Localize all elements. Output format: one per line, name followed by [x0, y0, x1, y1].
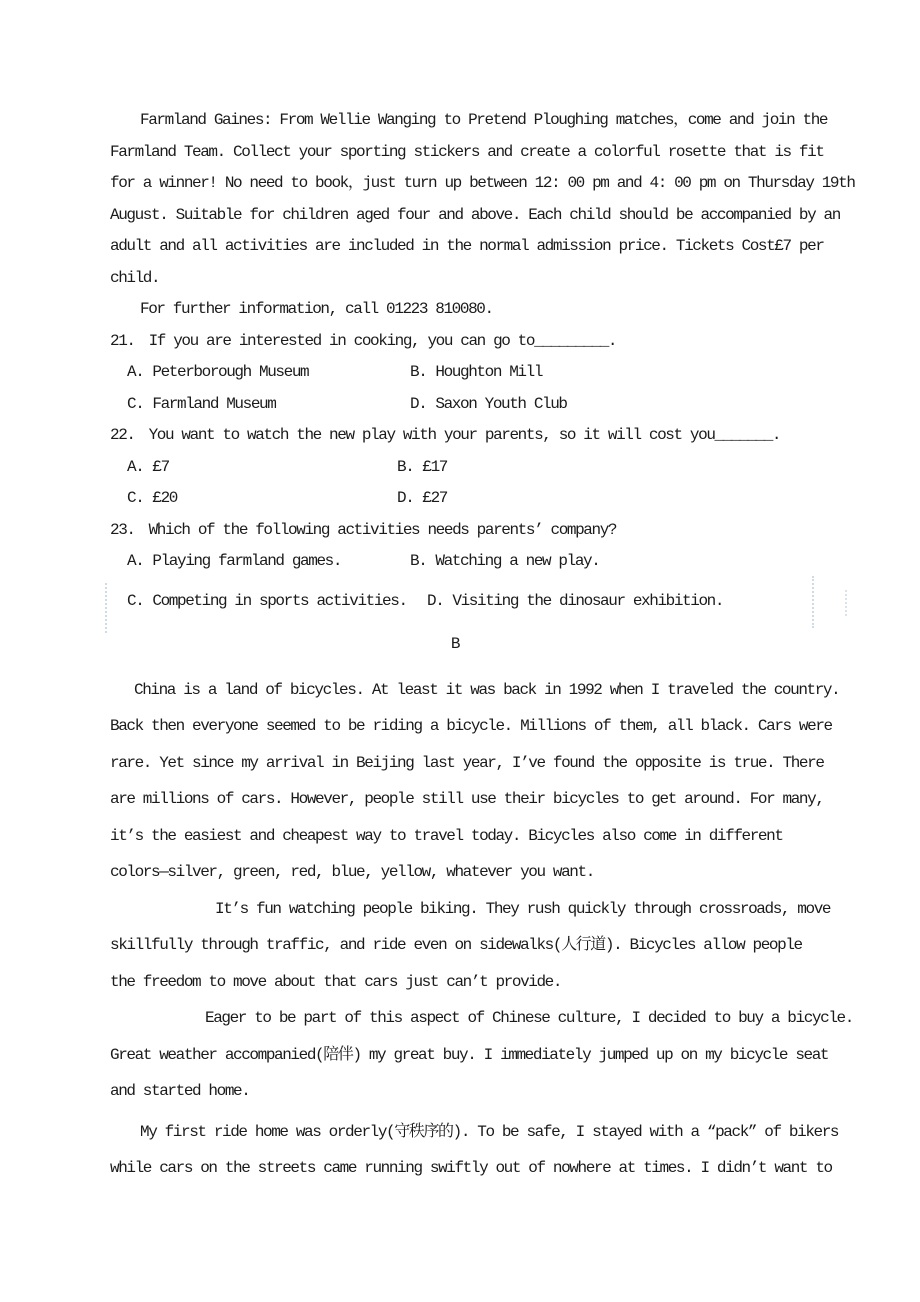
option-text: Competing in sports activities.	[152, 591, 407, 610]
option-label: D.	[410, 394, 427, 413]
passage-b-paragraph-1	[110, 672, 870, 891]
option-b	[410, 546, 599, 578]
option-label: B.	[410, 363, 427, 381]
question-21-options-row-2	[110, 389, 870, 421]
passage-line: My first ride home was orderly(守秩序的). To be safe, I stayed with a “pack” of bikers	[140, 1122, 839, 1141]
option-d	[410, 389, 567, 421]
intro-line: for a winner! No need to book，just turn up between 12: 00 pm and 4: 00 pm on Thursday 19th	[110, 174, 855, 192]
option-label: C.	[127, 489, 144, 507]
passage-line: the freedom to move about that cars just can’t provide.	[110, 972, 562, 991]
intro-line: Farmland Team. Collect your sporting stickers and create a colorful rosette that is fit	[110, 142, 824, 161]
option-a	[127, 452, 397, 484]
passage-line: Eager to be part of this aspect of Chinese culture, I decided to buy a bicycle.	[205, 1009, 853, 1027]
passage-b-paragraph-2	[110, 891, 870, 1001]
intro-line: August. Suitable for children aged four and above. Each child should be accompanied by an	[110, 205, 840, 224]
passage-line: China is a land of bicycles. At least it was back in 1992 when I traveled the country.	[134, 680, 840, 699]
option-a	[127, 546, 410, 578]
option-d	[427, 586, 723, 618]
option-label: A.	[127, 363, 144, 381]
passage-line: are millions of cars. However, people still use their bicycles to get around. For many,	[110, 790, 824, 808]
question-22-options-row-2	[110, 483, 870, 515]
intro-line: child.	[110, 268, 160, 287]
passage-line: Great weather accompanied(陪伴) my great buy. I immediately jumped up on my bicycle seat	[110, 1045, 829, 1064]
intro-line: adult and all activities are included in the normal admission price. Tickets Cost£7 per	[110, 237, 824, 255]
option-text: Peterborough Museum	[152, 363, 309, 381]
question-23-options-row-2	[110, 586, 870, 618]
option-text: £27	[422, 489, 448, 507]
passage-line: colors—silver, green, red, blue, yellow, whatever you want.	[110, 863, 594, 881]
option-label: D.	[397, 489, 414, 507]
section-b-header: B	[450, 635, 460, 653]
passage-b-paragraph-4	[110, 1114, 870, 1187]
question-22-options-row-1	[110, 452, 870, 484]
option-text: Playing farmland games.	[152, 552, 342, 570]
frame-border-artifact	[812, 576, 814, 628]
info-line: For further information, call 01223 810080.	[140, 300, 493, 318]
option-label: B.	[397, 457, 414, 476]
passage-line: it’s the easiest and cheapest way to travel today. Bicycles also come in different	[110, 826, 783, 845]
question-23-options-row-1	[110, 546, 870, 578]
option-label: B.	[410, 552, 427, 570]
passage-line: Back then everyone seemed to be riding a bicycle. Millions of them, all black. Cars were	[110, 717, 832, 735]
question-23	[110, 515, 870, 547]
question-21	[110, 326, 870, 358]
question-stem: If you are interested in cooking, you can go to_________.	[148, 331, 617, 350]
option-b	[397, 452, 447, 484]
option-d	[397, 483, 447, 515]
question-number: 23.	[110, 520, 135, 539]
option-c	[127, 483, 397, 515]
option-label: C.	[127, 394, 144, 413]
question-21-options-row-1	[110, 357, 870, 389]
option-text: £7	[152, 457, 169, 476]
option-a	[127, 357, 410, 389]
frame-border-artifact	[845, 590, 847, 616]
question-stem: You want to watch the new play with your parents, so it will cost you_______.	[148, 426, 781, 444]
option-text: Visiting the dinosaur exhibition.	[452, 591, 724, 610]
option-text: £17	[422, 457, 448, 476]
option-text: Farmland Museum	[152, 394, 276, 413]
intro-line: Farmland Gaines: From Wellie Wanging to Pretend Ploughing matches，come and join the	[140, 111, 828, 129]
option-label: D.	[427, 591, 444, 610]
question-22	[110, 420, 870, 452]
option-b	[410, 357, 542, 389]
option-c	[127, 586, 427, 618]
question-number: 21.	[110, 331, 135, 350]
reading-a-section	[110, 105, 870, 617]
frame-border-artifact	[105, 583, 107, 633]
option-c	[127, 389, 410, 421]
passage-line: skillfully through traffic, and ride even on sidewalks(人行道). Bicycles allow people	[110, 936, 802, 954]
option-label: A.	[127, 457, 144, 476]
option-text: Houghton Mill	[435, 363, 543, 381]
option-text: £20	[152, 489, 178, 507]
passage-line: It’s fun watching people biking. They rush quickly through crossroads, move	[215, 899, 831, 918]
option-text: Saxon Youth Club	[435, 394, 567, 413]
option-text: Watching a new play.	[435, 552, 600, 570]
intro-paragraph	[110, 105, 870, 294]
passage-line: while cars on the streets came running swiftly out of nowhere at times. I didn’t want to	[110, 1159, 832, 1177]
passage-line: rare. Yet since my arrival in Beijing last year, I’ve found the opposite is true. There	[110, 753, 824, 772]
question-stem: Which of the following activities needs parents’ company?	[148, 520, 617, 539]
passage-b-paragraph-3	[110, 1000, 870, 1110]
document-content	[110, 105, 870, 1187]
passage-line: and started home.	[110, 1082, 250, 1100]
option-label: A.	[127, 552, 144, 570]
option-label: C.	[127, 591, 144, 610]
question-number: 22.	[110, 426, 135, 444]
